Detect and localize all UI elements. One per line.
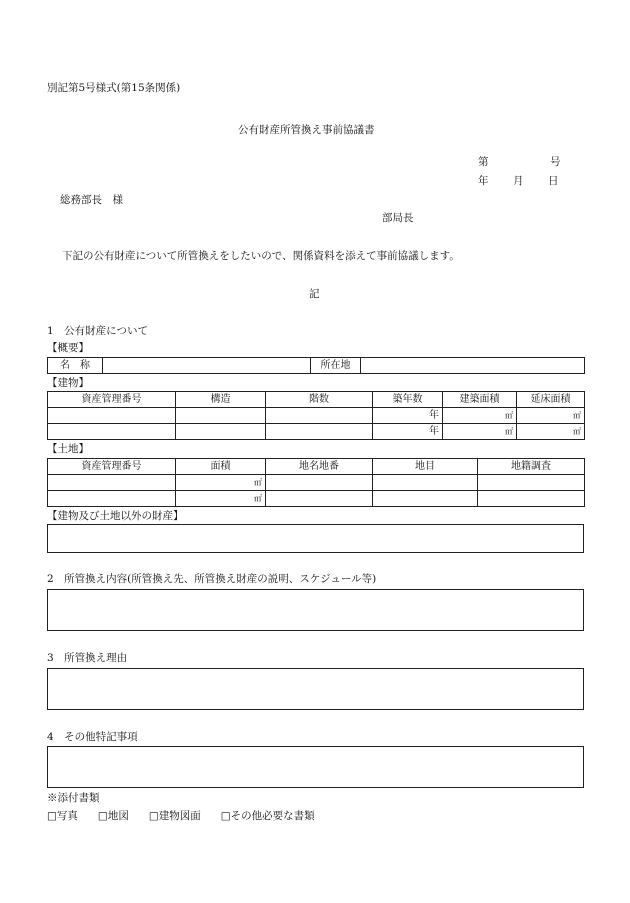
building-area-unit[interactable]: ㎡ [443, 408, 517, 424]
building-structure-cell[interactable] [176, 424, 266, 440]
section2-heading: 2 所管換え内容(所管換え先、所管換え財産の説明、スケジュール等) [47, 573, 377, 585]
addressee: 総務部長 様 [60, 194, 123, 206]
date-month: 月 [513, 175, 524, 187]
land-survey-cell[interactable] [478, 475, 585, 491]
land-lot-number-cell[interactable] [266, 475, 373, 491]
building-label: 【建物】 [47, 377, 89, 389]
building-asset-number-cell[interactable] [48, 408, 176, 424]
transfer-details-box[interactable] [47, 589, 584, 631]
section3-heading: 3 所管換え理由 [47, 652, 128, 664]
land-header-area: 面積 [176, 459, 266, 475]
checkbox-other-documents[interactable]: □その他必要な書類 [220, 810, 315, 822]
land-header-asset-number: 資産管理番号 [48, 459, 176, 475]
form-id: 別記第5号様式(第15条関係) [47, 82, 181, 94]
land-asset-number-cell[interactable] [48, 491, 176, 507]
doc-number-suffix: 号 [550, 156, 561, 168]
attachments-checklist [47, 811, 335, 822]
land-row [48, 491, 585, 507]
land-category-cell[interactable] [373, 491, 478, 507]
intro-text: 下記の公有財産について所管換えをしたいので、関係資料を添えて事前協議します。 [62, 250, 460, 262]
building-age-unit[interactable]: 年 [373, 408, 443, 424]
building-table [47, 391, 585, 440]
land-area-unit[interactable]: ㎡ [176, 475, 266, 491]
land-survey-cell[interactable] [478, 491, 585, 507]
name-label: 名 称 [48, 358, 103, 374]
land-label: 【土地】 [47, 443, 89, 455]
building-floors-cell[interactable] [266, 424, 373, 440]
land-area-unit[interactable]: ㎡ [176, 491, 266, 507]
land-category-cell[interactable] [373, 475, 478, 491]
overview-label: 【概要】 [47, 342, 89, 354]
location-field[interactable] [361, 358, 585, 374]
document-title: 公有財産所管換え事前協議書 [238, 124, 375, 136]
land-row [48, 475, 585, 491]
name-field[interactable] [103, 358, 311, 374]
building-area-unit[interactable]: ㎡ [443, 424, 517, 440]
building-header-floors: 階数 [266, 392, 373, 408]
building-header-structure: 構造 [176, 392, 266, 408]
transfer-reason-box[interactable] [47, 668, 584, 710]
building-header-age: 築年数 [373, 392, 443, 408]
floor-area-unit[interactable]: ㎡ [517, 424, 585, 440]
special-notes-box[interactable] [47, 746, 584, 788]
date-year: 年 [478, 175, 489, 187]
building-row [48, 424, 585, 440]
location-label: 所在地 [311, 358, 361, 374]
checkbox-photo[interactable]: □写真 [47, 810, 78, 822]
floor-area-unit[interactable]: ㎡ [517, 408, 585, 424]
checkbox-building-drawing[interactable]: □建物図面 [148, 810, 201, 822]
land-table [47, 458, 585, 507]
building-header-building-area: 建築面積 [443, 392, 517, 408]
date-day: 日 [548, 175, 559, 187]
overview-table [47, 357, 585, 374]
building-asset-number-cell[interactable] [48, 424, 176, 440]
doc-number-prefix: 第 [478, 156, 489, 168]
section1-heading: 1 公有財産について [47, 325, 148, 337]
other-assets-box[interactable] [47, 524, 584, 553]
building-floors-cell[interactable] [266, 408, 373, 424]
land-header-cadastral-survey: 地籍調査 [478, 459, 585, 475]
checkbox-map[interactable]: □地図 [97, 810, 129, 822]
section4-heading: 4 その他特記事項 [47, 731, 138, 743]
land-asset-number-cell[interactable] [48, 475, 176, 491]
building-row [48, 408, 585, 424]
land-header-land-category: 地目 [373, 459, 478, 475]
building-header-asset-number: 資産管理番号 [48, 392, 176, 408]
land-header-lot-number: 地名地番 [266, 459, 373, 475]
other-assets-label: 【建物及び土地以外の財産】 [47, 510, 184, 522]
ki-heading: 記 [309, 288, 320, 300]
land-lot-number-cell[interactable] [266, 491, 373, 507]
attachments-label: ※添付書類 [47, 792, 100, 804]
sender: 部局長 [382, 212, 414, 224]
building-header-floor-area: 延床面積 [517, 392, 585, 408]
building-structure-cell[interactable] [176, 408, 266, 424]
building-age-unit[interactable]: 年 [373, 424, 443, 440]
